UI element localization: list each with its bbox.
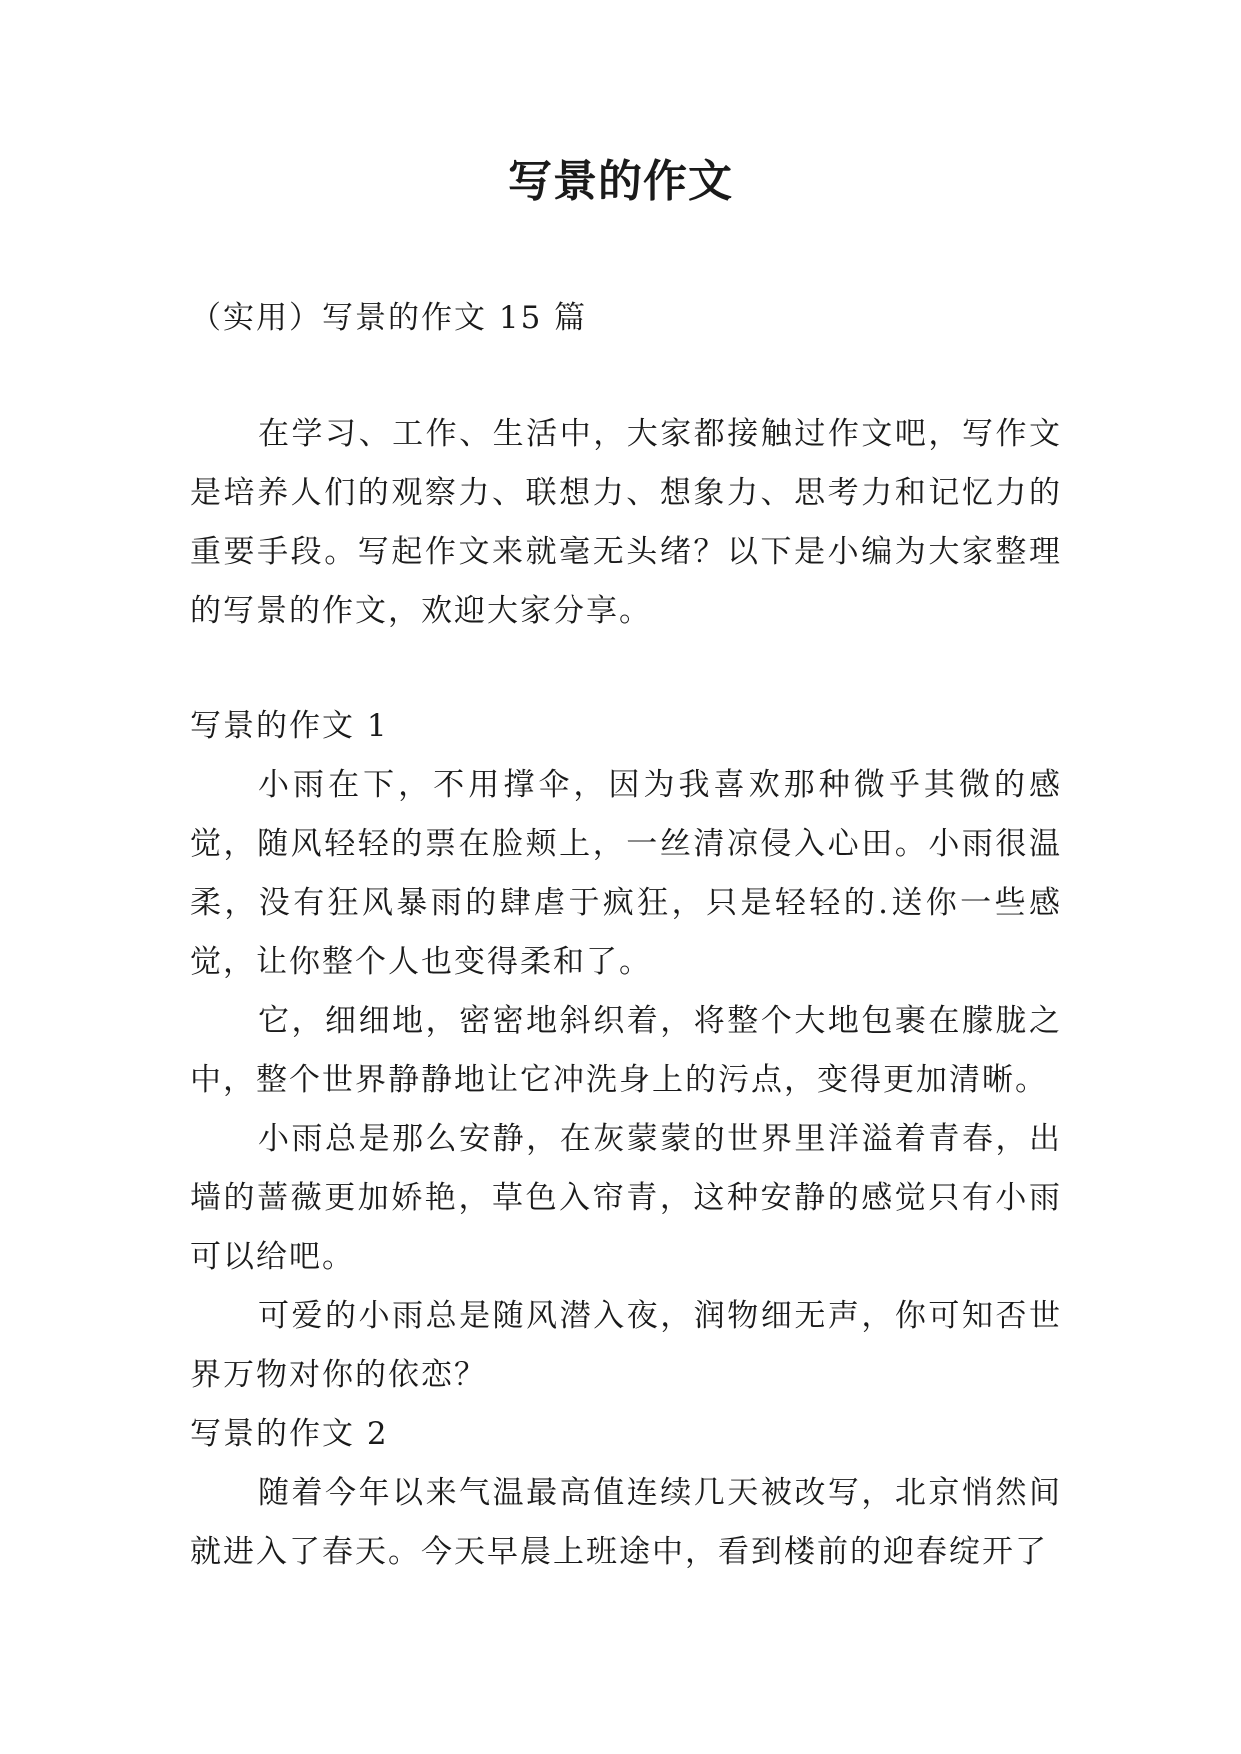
intro-paragraph: 在学习、工作、生活中，大家都接触过作文吧，写作文是培养人们的观察力、联想力、想象力、思考力和记忆力的重要手段。写起作文来就毫无头绪？以下是小编为大家整理的写景的作文，欢迎大家分享。 (190, 416, 1062, 629)
essay-paragraph: 小雨在下，不用撑伞，因为我喜欢那种微乎其微的感觉，随风轻轻的票在脸颊上，一丝清凉侵入心田。小雨很温柔，没有狂风暴雨的肆虐于疯狂，只是轻轻的.送你一些感觉，让你整个人也变得柔和了。 (190, 767, 1062, 980)
essay-section-2 (190, 1405, 1062, 1582)
document-title: 写景的作文 (508, 156, 733, 207)
essay-heading: 写景的作文 1 (190, 708, 389, 744)
document-subtitle: （实用）写景的作文 15 篇 (190, 300, 588, 336)
essay-paragraph: 它，细细地，密密地斜织着，将整个大地包裹在朦胧之中，整个世界静静地让它冲洗身上的污点，变得更加清晰。 (190, 1003, 1062, 1098)
essay-heading: 写景的作文 2 (190, 1416, 389, 1452)
essay-paragraph: 可爱的小雨总是随风潜入夜，润物细无声，你可知否世界万物对你的依恋？ (190, 1298, 1062, 1393)
document-body (190, 289, 1062, 1582)
essay-paragraph: 小雨总是那么安静，在灰蒙蒙的世界里洋溢着青春，出墙的蔷薇更加娇艳，草色入帘青，这种安静的感觉只有小雨可以给吧。 (190, 1121, 1062, 1275)
essay-paragraph: 随着今年以来气温最高值连续几天被改写，北京悄然间就进入了春天。今天早晨上班途中，看到楼前的迎春绽开了 (190, 1475, 1062, 1570)
essay-section-1 (190, 697, 1062, 1405)
